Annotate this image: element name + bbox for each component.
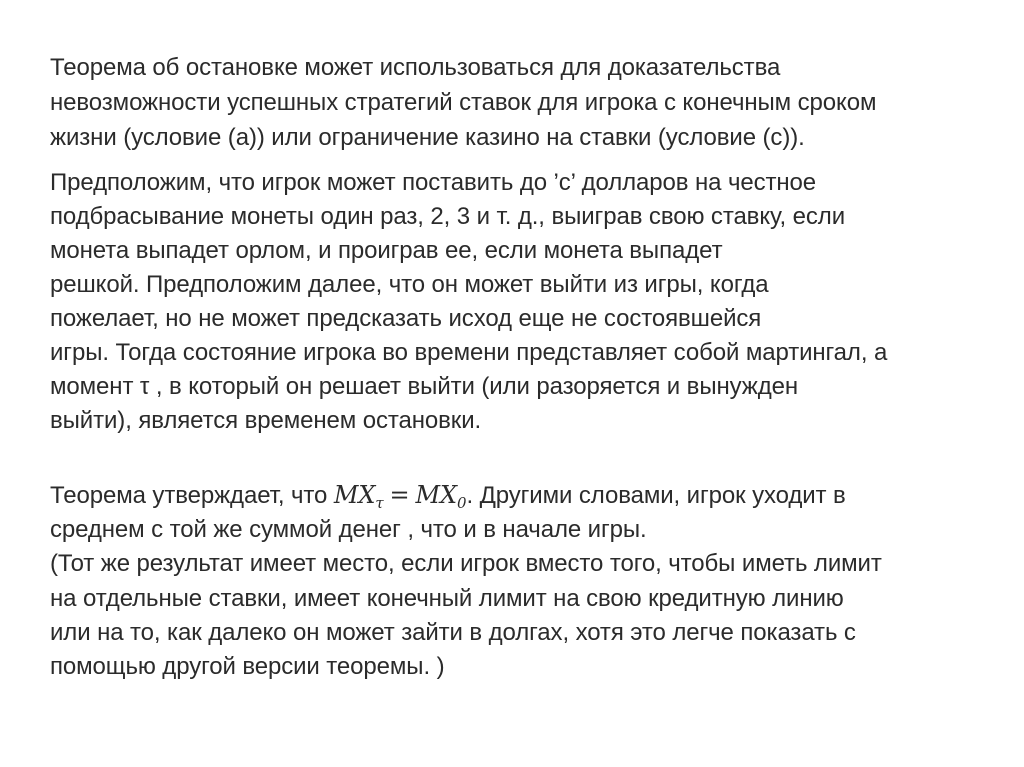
formula-right-subscript: 0: [457, 494, 467, 512]
paragraph-3-suffix: . Другими словами, игрок уходит в: [466, 482, 846, 509]
paragraph-3-line-5: или на то, как далеко он может зайти в долгах, хотя это легче показать с: [50, 619, 856, 646]
paragraph-2-line-8: выйти), является временем остановки.: [50, 407, 482, 434]
formula-left-subscript: τ: [375, 494, 384, 512]
paragraph-2-line-2: подбрасывание монеты один раз, 2, 3 и т. д., выиграв свою ставку, если: [50, 203, 845, 230]
slide-content: [50, 0, 990, 767]
paragraph-1-line-1: Теорема об остановке может использоваться для доказательства: [50, 54, 781, 81]
paragraph-3-line-6: помощью другой версии теоремы. ): [50, 653, 445, 680]
paragraph-3-prefix: Теорема утверждает, что: [50, 482, 334, 509]
paragraph-3-line-1: [50, 479, 846, 512]
paragraph-2-line-5: пожелает, но не может предсказать исход еще не состоявшейся: [50, 305, 762, 332]
paragraph-1-line-3: жизни (условие (a)) или ограничение казино на ставки (условие (c)).: [50, 124, 805, 151]
paragraph-2-line-4: решкой. Предположим далее, что он может выйти из игры, когда: [50, 271, 769, 298]
formula-right: MX: [415, 481, 458, 509]
formula-left: MX: [333, 481, 376, 509]
paragraph-2-line-6: игры. Тогда состояние игрока во времени представляет собой мартингал, а: [50, 339, 888, 366]
formula-equals: =: [389, 481, 410, 509]
paragraph-2-line-1: Предположим, что игрок может поставить до ’c’ долларов на честное: [50, 169, 817, 196]
paragraph-3-line-3: (Тот же результат имеет место, если игрок вместо того, чтобы иметь лимит: [50, 550, 882, 577]
paragraph-3-line-4: на отдельные ставки, имеет конечный лимит на свою кредитную линию: [50, 585, 844, 612]
paragraph-1-line-2: невозможности успешных стратегий ставок для игрока с конечным сроком: [50, 89, 877, 116]
formula: [333, 481, 467, 512]
paragraph-3-line-2: среднем с той же суммой денег , что и в начале игры.: [50, 516, 647, 543]
paragraph-2-line-3: монета выпадет орлом, и проиграв ее, если монета выпадет: [50, 237, 723, 264]
paragraph-2-line-7: момент τ , в который он решает выйти (или разоряется и вынужден: [50, 373, 799, 400]
